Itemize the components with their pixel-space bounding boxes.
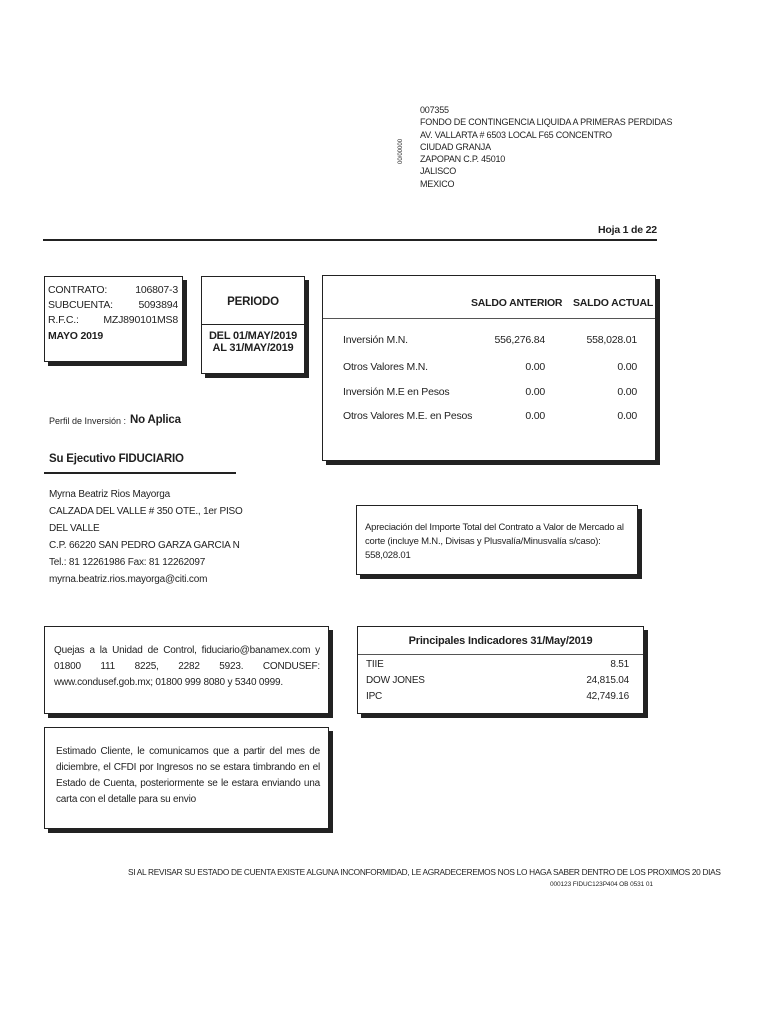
address-line: MEXICO <box>420 178 455 189</box>
footer-code: 000123 FIDUC123P404 OB 0531 01 <box>550 881 653 888</box>
balance-label: Inversión M.E en Pesos <box>343 386 450 398</box>
profile-value: No Aplica <box>130 414 181 426</box>
footer-notice: SI AL REVISAR SU ESTADO DE CUENTA EXISTE ALGUNA INCONFORMIDAD, LE AGRADECEREMOS NOS LO HAGA SABER DENTRO DE LOS PROXIMOS 20 DIAS <box>128 867 721 877</box>
period-from: DEL 01/MAY/2019 <box>208 330 298 343</box>
indicator-row: DOW JONES 24,815.04 <box>366 675 629 686</box>
address-line: AV. VALLARTA # 6503 LOCAL F65 CONCENTRO <box>420 129 612 140</box>
executive-phone: Tel.: 81 12261986 Fax: 81 12262097 <box>49 557 206 568</box>
page-number: Hoja 1 de 22 <box>598 224 657 236</box>
profile-label: Perfil de Inversión : <box>49 416 127 426</box>
indicators-title: Principales Indicadores 31/May/2019 <box>408 635 593 647</box>
complaints-box <box>44 626 329 714</box>
appreciation-box <box>356 505 638 575</box>
address-line: FONDO DE CONTINGENCIA LIQUIDA A PRIMERAS PERDIDAS <box>420 117 673 128</box>
notice-box <box>44 727 329 829</box>
contract-box <box>44 276 183 362</box>
executive-name: Myrna Beatriz Rios Mayorga <box>49 489 170 500</box>
rfc-row: R.F.C.: MZJ890101MS8 <box>48 314 178 326</box>
executive-title: Su Ejecutivo FIDUCIARIO <box>49 453 184 465</box>
balance-label: Otros Valores M.E. en Pesos <box>343 410 473 422</box>
appreciation-text: Apreciación del Importe Total del Contrato a Valor de Mercado al corte (incluye M.N., Divisas y Plusvalía/Minusvalía s/caso): 558,028.01 <box>365 522 624 561</box>
balance-prev: 0.00 <box>525 386 545 398</box>
executive-address: CALZADA DEL VALLE # 350 OTE., 1er PISO <box>49 506 243 517</box>
complaints-text: Quejas a la Unidad de Control, fiduciario@banamex.com y 01800 111 8225, 2282 5923. CONDUSEF: www.condusef.gob.mx; 01800 999 8080 y 5340 0999. <box>54 645 320 688</box>
col-saldo-anterior: SALDO ANTERIOR <box>471 297 563 309</box>
balance-curr: 0.00 <box>617 410 637 422</box>
balance-curr: 0.00 <box>617 361 637 373</box>
balance-prev: 556,276.84 <box>494 334 545 346</box>
period-divider <box>202 324 304 325</box>
balance-label: Otros Valores M.N. <box>343 361 428 373</box>
statement-month: MAYO 2019 <box>48 330 104 342</box>
header-divider <box>43 239 657 241</box>
balance-prev: 0.00 <box>525 410 545 422</box>
contract-row: CONTRATO: 106807-3 <box>48 284 178 296</box>
executive-contact <box>49 486 243 588</box>
balances-divider <box>323 318 655 319</box>
recipient-address <box>420 104 672 190</box>
balance-curr: 558,028.01 <box>586 334 637 346</box>
recipient-code: 007355 <box>420 105 449 115</box>
balance-label: Inversión M.N. <box>343 334 408 346</box>
period-to: AL 31/MAY/2019 <box>212 342 294 355</box>
executive-divider <box>44 472 236 474</box>
period-box <box>201 276 305 374</box>
notice-text: Estimado Cliente, le comunicamos que a partir del mes de diciembre, el CFDI por Ingresos no se estara timbrando en el Estado de Cuenta, posteriormente se le estara enviando una carta con el detalle para su envio <box>56 746 320 805</box>
balances-box <box>322 275 656 461</box>
indicator-row: IPC 42,749.16 <box>366 691 629 702</box>
indicators-box <box>357 626 644 714</box>
period-title: PERIODO <box>227 296 279 308</box>
executive-address: DEL VALLE <box>49 523 100 534</box>
indicator-row: TIIE 8.51 <box>366 659 629 670</box>
executive-email: myrna.beatriz.rios.mayorga@citi.com <box>49 574 208 585</box>
address-line: ZAPOPAN C.P. 45010 <box>420 154 506 165</box>
executive-address: C.P. 66220 SAN PEDRO GARZA GARCIA N <box>49 540 240 551</box>
balance-prev: 0.00 <box>525 361 545 373</box>
address-line: CIUDAD GRANJA <box>420 141 491 152</box>
balance-curr: 0.00 <box>617 386 637 398</box>
col-saldo-actual: SALDO ACTUAL <box>573 297 654 309</box>
subaccount-row: SUBCUENTA: 5093894 <box>48 299 178 311</box>
vertical-code: 00/00000 <box>398 138 404 164</box>
address-line: JALISCO <box>420 166 457 177</box>
